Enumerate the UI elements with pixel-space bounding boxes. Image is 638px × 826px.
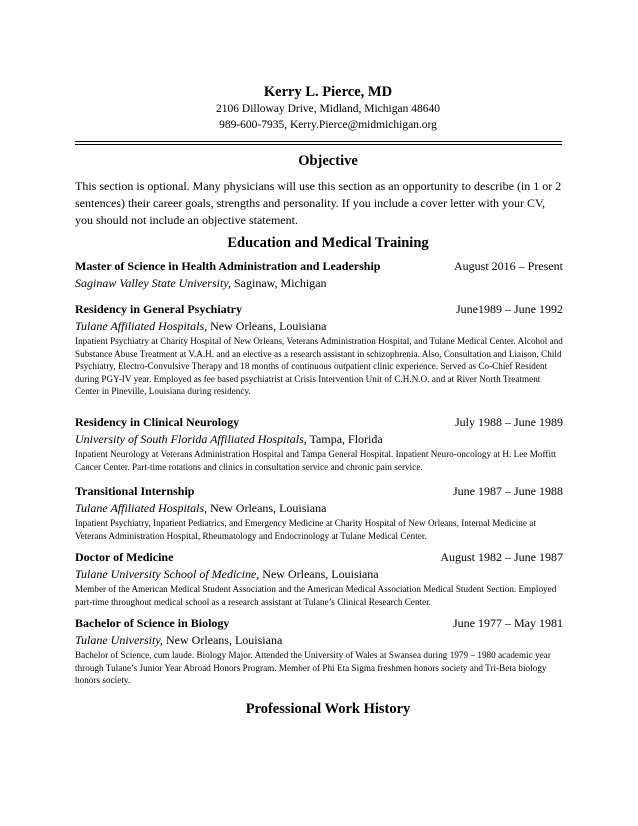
cv-header	[0, 83, 638, 133]
work-history-heading-text: Professional Work History	[245, 701, 411, 717]
entry-description: Inpatient Psychiatry, Inpatient Pediatrics, and Emergency Medicine at Charity Hospital of New Orleans, Internal Medicine at Veterans Administration Hospital, Rheumatology and Endocrinology at Tulane Medical Center.	[75, 518, 536, 541]
education-heading	[0, 235, 638, 252]
entry-title: Transitional Internship	[75, 484, 195, 498]
entry-institution: University of South Florida Affiliated Hospitals	[75, 432, 304, 446]
objective-heading-text: Objective	[298, 153, 358, 169]
header-divider	[75, 141, 562, 142]
entry-location: , New Orleans, Louisiana	[204, 501, 327, 515]
entry-dates: July 1988 – June 1989	[455, 415, 563, 429]
entry-location: , Tampa, Florida	[303, 432, 383, 446]
entry-description: Member of the American Medical Student Association and the American Medical Association Medical Student Section. Employed part-time throughout medical school as a research assistant at Tulane’s Clinical Research Center.	[75, 584, 557, 607]
entry-institution: Tulane Affiliated Hospitals	[75, 319, 205, 333]
entry-location: New Orleans, Louisiana	[163, 633, 283, 647]
entry-dates: August 2016 – Present	[454, 259, 563, 273]
header-divider-double	[75, 144, 562, 145]
entry-dates: June 1987 – June 1988	[453, 484, 563, 498]
entry-dates: June 1977 – May 1981	[453, 616, 563, 630]
education-entry	[75, 483, 563, 542]
entry-dates: June1989 – June 1992	[456, 302, 563, 316]
entry-institution: Tulane University School of Medicine,	[75, 567, 260, 581]
entry-title: Bachelor of Science in Biology	[75, 616, 230, 630]
education-entry	[75, 258, 563, 292]
entry-title: Master of Science in Health Administration and Leadership	[75, 259, 381, 273]
entry-location: , New Orleans, Louisiana	[204, 319, 327, 333]
phone-email: 989-600-7935, Kerry.Pierce@midmichigan.org	[219, 119, 437, 131]
entry-description: Inpatient Psychiatry at Charity Hospital of New Orleans, Veterans Administration Hospital, and Tulane Medical Center. Alcohol and Substance Abuse Treatment at V.A.H. and an elective as a research assistant in schizophrenia. Also, Consultation and Liaison, Child Psychiatry, Electro-Convulsive Therapy and 18 months of continuous outpatient clinic experience. Served as Co-Chief Resident during PGY-IV year. Employed as fee based psychiatrist at Crisis Intervention Unit of C.H.N.O. and at River North Treatment Center in Pineville, Louisiana during residency.	[75, 336, 563, 397]
objective-text: This section is optional. Many physicians will use this section as an opportunity to describe (in 1 or 2 sentences) their career goals, strengths and personality. If you include a cover letter with your CV, you should not include an objective statement.	[75, 179, 562, 227]
education-heading-text: Education and Medical Training	[227, 235, 429, 251]
address: 2106 Dilloway Drive, Midland, Michigan 48640	[216, 103, 440, 115]
entry-institution: Saginaw Valley State University,	[75, 276, 231, 290]
entry-description: Bachelor of Science, cum laude. Biology Major. Attended the University of Wales at Swansea during 1979 – 1980 academic year through Tulane’s Junior Year Abroad Honors Program. Member of Phi Eta Sigma freshmen honors society and Tri-Beta biology honors society.	[75, 650, 551, 686]
entry-description: Inpatient Neurology at Veterans Administration Hospital and Tampa General Hospital. Inpatient Neuro-oncology at H. Lee Moffitt Cancer Center. Part-time rotations and clinics in consultation service and chronic pain service.	[75, 449, 557, 472]
education-entry	[75, 615, 563, 687]
physician-name: Kerry L. Pierce, MD	[263, 84, 393, 100]
entry-institution: Tulane University,	[75, 633, 163, 647]
entry-location: New Orleans, Louisiana	[259, 567, 379, 581]
education-entry	[75, 549, 563, 608]
entry-institution: Tulane Affiliated Hospitals	[75, 501, 205, 515]
work-history-heading	[0, 701, 638, 718]
entry-title: Residency in General Psychiatry	[75, 302, 242, 316]
objective-heading	[0, 153, 638, 170]
entry-title: Residency in Clinical Neurology	[75, 415, 240, 429]
entry-location: Saginaw, Michigan	[230, 276, 327, 290]
education-entry	[75, 414, 563, 473]
education-entry	[75, 301, 563, 398]
entry-title: Doctor of Medicine	[75, 550, 174, 564]
entry-dates: August 1982 – June 1987	[440, 550, 563, 564]
